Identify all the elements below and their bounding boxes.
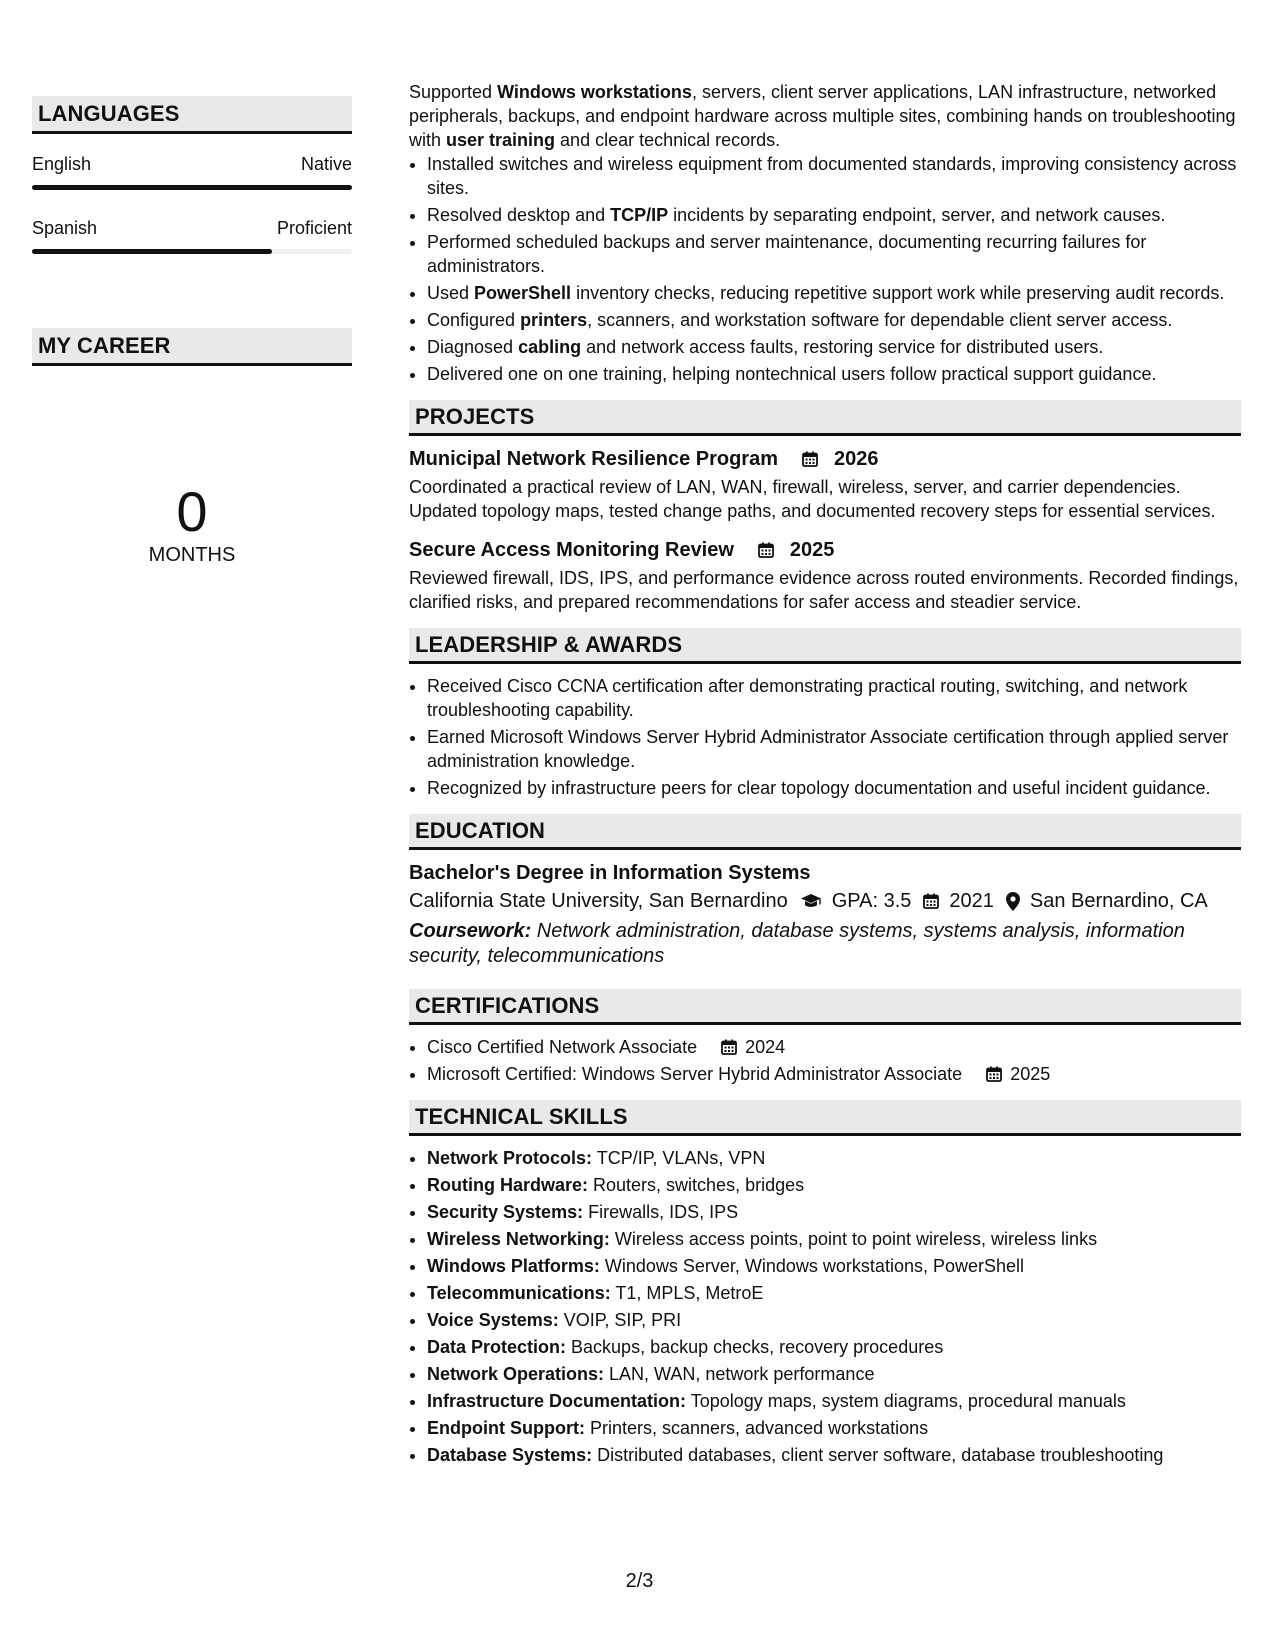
- school-name: California State University, San Bernardino: [409, 890, 788, 912]
- experience-intro: [409, 80, 1241, 152]
- career-heading: MY CAREER: [32, 328, 352, 366]
- project-year: 2026: [834, 448, 879, 470]
- skill-label: Telecommunications:: [427, 1283, 611, 1303]
- career-unit: MONTHS: [148, 544, 236, 566]
- certification-item: [427, 1062, 1241, 1086]
- certifications-heading: CERTIFICATIONS: [409, 989, 1241, 1025]
- degree-title: Bachelor's Degree in Information Systems: [409, 862, 811, 884]
- text-run: Installed switches and wireless equipment from documented standards, improving consistency across sites.: [427, 154, 1237, 198]
- graduation-cap-icon: [800, 893, 822, 909]
- language-name: Spanish: [32, 218, 98, 238]
- skill-value: Wireless access points, point to point wireless, wireless links: [609, 1229, 1098, 1249]
- experience-bullet: [427, 203, 1241, 227]
- certification-year: 2025: [1010, 1064, 1051, 1084]
- experience-bullet: [427, 335, 1241, 359]
- language-proficiency-bar: [32, 249, 352, 254]
- language-level: Proficient: [276, 218, 352, 238]
- skill-label: Routing Hardware:: [427, 1175, 589, 1195]
- skill-value: T1, MPLS, MetroE: [610, 1283, 764, 1303]
- project-year: 2025: [789, 539, 835, 561]
- language-name: English: [32, 154, 92, 174]
- leadership-item: • Received Cisco CCNA certification after demonstrating practical routing, switching, and network troubleshooting capability.: [427, 674, 1241, 722]
- skill-value: TCP/IP, VLANs, VPN: [592, 1148, 766, 1168]
- languages-heading: LANGUAGES: [32, 96, 352, 134]
- bold-text: PowerShell: [474, 283, 572, 303]
- leadership-heading: LEADERSHIP & AWARDS: [409, 628, 1241, 664]
- experience-bullet: [427, 152, 1241, 200]
- text-run: and clear technical records.: [555, 130, 781, 150]
- graduation-year: 2021: [949, 890, 994, 912]
- language-proficiency-bar: [32, 185, 352, 190]
- career-duration: [32, 480, 352, 567]
- skills-heading: TECHNICAL SKILLS: [409, 1100, 1241, 1136]
- skill-item: [427, 1389, 1241, 1413]
- certifications-list: [409, 1035, 1241, 1086]
- project-title: Municipal Network Resilience Program: [409, 448, 778, 470]
- experience-bullet: [427, 362, 1241, 386]
- text-run: Configured: [427, 310, 521, 330]
- skill-label: Security Systems:: [427, 1202, 584, 1222]
- skill-value: Windows Server, Windows workstations, PowerShell: [599, 1256, 1025, 1276]
- skill-value: LAN, WAN, network performance: [604, 1364, 875, 1384]
- text-run: Performed scheduled backups and server maintenance, documenting recurring failures for administrators.: [427, 232, 1147, 276]
- experience-bullet: [427, 308, 1241, 332]
- education-meta: [409, 886, 1241, 916]
- education-section: [409, 814, 1241, 969]
- coursework-text: Network administration, database systems, systems analysis, information security, telecommunications: [409, 920, 1185, 967]
- leadership-item: • Recognized by infrastructure peers for clear topology documentation and useful incident guidance.: [427, 776, 1241, 800]
- skill-value: Firewalls, IDS, IPS: [583, 1202, 739, 1222]
- map-pin-icon: [1006, 892, 1020, 911]
- skill-value: Topology maps, system diagrams, procedural manuals: [686, 1391, 1126, 1411]
- education-heading: EDUCATION: [409, 814, 1241, 850]
- certification-name: Cisco Certified Network Associate: [427, 1037, 698, 1057]
- certification-item: [427, 1035, 1241, 1059]
- skill-label: Network Protocols:: [427, 1148, 593, 1168]
- language-level: Native: [300, 154, 352, 174]
- skill-label: Windows Platforms:: [427, 1256, 600, 1276]
- text-run: , servers, client server applications, LAN infrastructure, networked peripherals, backups, and endpoint hardware across multiple sites, combining hands on troubleshooting with: [409, 82, 1236, 150]
- skill-label: Data Protection:: [427, 1337, 567, 1357]
- experience-bullet: [427, 281, 1241, 305]
- skill-label: Wireless Networking:: [427, 1229, 610, 1249]
- leadership-list: [409, 674, 1241, 800]
- coursework: [409, 919, 1241, 969]
- skill-item: [427, 1308, 1241, 1332]
- text-run: Used: [427, 283, 475, 303]
- calendar-icon: [790, 451, 826, 467]
- text-run: Supported: [409, 82, 498, 102]
- language-proficiency-fill: [32, 249, 272, 254]
- language-item: [32, 218, 352, 254]
- right-column: [409, 80, 1241, 1470]
- skill-label: Database Systems:: [427, 1445, 593, 1465]
- skill-item: [427, 1416, 1241, 1440]
- project-title-row: [409, 537, 1241, 563]
- project-title: Secure Access Monitoring Review: [409, 539, 734, 561]
- skill-item: [427, 1173, 1241, 1197]
- language-proficiency-fill: [32, 185, 352, 190]
- skill-label: Endpoint Support:: [427, 1418, 585, 1438]
- experience-bullets: [409, 152, 1241, 386]
- skill-item: [427, 1362, 1241, 1386]
- bold-text: TCP/IP: [610, 205, 669, 225]
- projects-section: [409, 400, 1241, 614]
- page-number-text: 2/3: [625, 1570, 654, 1592]
- skill-value: Routers, switches, bridges: [588, 1175, 805, 1195]
- skill-item: [427, 1335, 1241, 1359]
- calendar-icon: [746, 542, 782, 558]
- calendar-icon: [923, 893, 939, 909]
- project-item: [409, 446, 1241, 523]
- text-run: Resolved desktop and: [427, 205, 611, 225]
- text-run: Diagnosed: [427, 337, 519, 357]
- left-column: [32, 96, 352, 567]
- skill-value: Printers, scanners, advanced workstations: [584, 1418, 929, 1438]
- skill-item: [427, 1281, 1241, 1305]
- projects-heading: PROJECTS: [409, 400, 1241, 436]
- bold-text: cabling: [518, 337, 582, 357]
- text-run: , scanners, and workstation software for dependable client server access.: [587, 310, 1173, 330]
- skill-label: Network Operations:: [427, 1364, 605, 1384]
- gpa: GPA: 3.5: [831, 890, 912, 912]
- calendar-icon: [974, 1062, 1006, 1086]
- coursework-label: Coursework:: [409, 920, 532, 942]
- project-item: [409, 537, 1241, 614]
- skill-item: [427, 1200, 1241, 1224]
- skill-item: [427, 1227, 1241, 1251]
- skill-label: Voice Systems:: [427, 1310, 559, 1330]
- school-location: San Bernardino, CA: [1029, 890, 1208, 912]
- skill-item: [427, 1254, 1241, 1278]
- skill-item: [427, 1146, 1241, 1170]
- skills-list: [409, 1146, 1241, 1467]
- skill-item: [427, 1443, 1241, 1467]
- experience-bullet: [427, 230, 1241, 278]
- text-run: incidents by separating endpoint, server, and network causes.: [668, 205, 1166, 225]
- page-number: [0, 1570, 1275, 1593]
- project-title-row: [409, 446, 1241, 472]
- bold-text: Windows workstations: [497, 82, 692, 102]
- bold-text: user training: [446, 130, 556, 150]
- leadership-section: [409, 628, 1241, 800]
- text-run: inventory checks, reducing repetitive support work while preserving audit records.: [571, 283, 1225, 303]
- certification-name: Microsoft Certified: Windows Server Hybrid Administrator Associate: [427, 1064, 963, 1084]
- project-description: Reviewed firewall, IDS, IPS, and performance evidence across routed environments. Recorded findings, clarified risks, and prepared recommendations for safer access and steadier service.: [409, 568, 1239, 612]
- text-run: and network access faults, restoring service for distributed users.: [581, 337, 1104, 357]
- calendar-icon: [709, 1035, 741, 1059]
- skill-value: Backups, backup checks, recovery procedures: [566, 1337, 944, 1357]
- certification-year: 2024: [745, 1037, 786, 1057]
- text-run: Delivered one on one training, helping nontechnical users follow practical support guidance.: [427, 364, 1157, 384]
- leadership-item: • Earned Microsoft Windows Server Hybrid Administrator Associate certification through applied server administration knowledge.: [427, 725, 1241, 773]
- certifications-section: [409, 989, 1241, 1086]
- skill-value: VOIP, SIP, PRI: [558, 1310, 682, 1330]
- skill-value: Distributed databases, client server software, database troubleshooting: [592, 1445, 1164, 1465]
- language-item: [32, 154, 352, 190]
- career-value: 0: [176, 480, 208, 543]
- project-description: Coordinated a practical review of LAN, WAN, firewall, wireless, server, and carrier dependencies. Updated topology maps, tested change paths, and documented recovery steps for essential services.: [409, 477, 1216, 521]
- skill-label: Infrastructure Documentation:: [427, 1391, 687, 1411]
- bold-text: printers: [520, 310, 588, 330]
- skills-section: [409, 1100, 1241, 1467]
